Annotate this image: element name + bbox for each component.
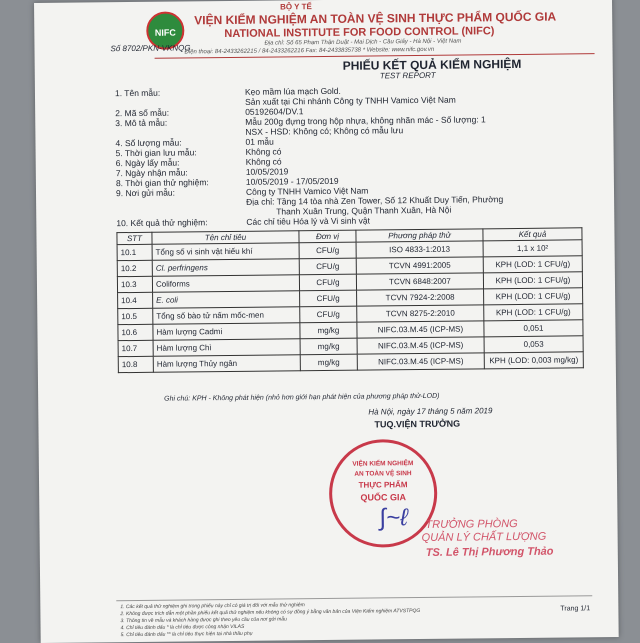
cell-stt: 10.7 (118, 340, 153, 356)
page-number: Trang 1/1 (560, 605, 590, 612)
cell-result: KPH (LOD: 1 CFU/g) (483, 272, 582, 289)
results-table (116, 227, 583, 373)
report-page (34, 0, 619, 643)
col-header-result: Kết quả (483, 228, 582, 241)
cell-result: KPH (LOD: 1 CFU/g) (483, 256, 582, 273)
cell-method: TCVN 4991:2005 (356, 257, 483, 274)
info-label: 1. Tên mẫu: (115, 88, 160, 98)
cell-unit: mg/kg (300, 354, 357, 371)
col-header-unit: Đơn vị (299, 230, 356, 243)
info-label: 10. Kết quả thử nghiệm: (116, 217, 207, 228)
cell-name: Hàm lượng Thủy ngân (153, 355, 300, 373)
nifc-logo: NIFC (146, 11, 184, 49)
info-label: 9. Nơi gửi mẫu: (116, 188, 175, 199)
info-value: Sản xuất tại Chi nhánh Công ty TNHH Vamico Việt Nam (245, 95, 456, 107)
cell-method: ISO 4833-1:2013 (356, 241, 483, 258)
footer-line: 1. Các kết quả thử nghiệm ghi trong phiếu này chỉ có giá trị đối với mẫu thử nghiệm (120, 602, 305, 610)
cell-result: 0,051 (484, 320, 583, 337)
cell-stt: 10.1 (117, 244, 152, 260)
info-value: Không có (246, 146, 282, 156)
ministry-name: BỘ Y TẾ (280, 2, 312, 11)
signer-role-2: QUẢN LÝ CHẤT LƯỢNG (422, 531, 547, 544)
cell-method: TCVN 7924-2:2008 (357, 289, 484, 306)
cell-name: E. coli (153, 291, 300, 309)
stamp-line: QUỐC GIA (332, 492, 434, 503)
cell-name: Hàm lượng Cadmi (153, 323, 300, 341)
col-header-stt: STT (117, 232, 152, 244)
signer-name: TS. Lê Thị Phương Thảo (426, 546, 554, 559)
document-number: Số 8702/PKN-VKNQG (110, 43, 190, 53)
cell-unit: mg/kg (300, 322, 357, 339)
cell-result: 0,053 (484, 336, 583, 353)
info-value: Các chỉ tiêu Hóa lý và Vi sinh vật (246, 216, 370, 227)
signature-scribble: ∫~ℓ (379, 504, 408, 532)
stamp-line: VIỆN KIỂM NGHIỆM (332, 460, 434, 468)
footer-line: 4. Chỉ tiêu đánh dấu * là chỉ tiêu được công nhận VILAS (121, 624, 245, 631)
info-label: 8. Thời gian thử nghiệm: (116, 177, 209, 188)
cell-stt: 10.5 (118, 308, 153, 324)
cell-stt: 10.3 (117, 276, 152, 292)
info-value: Thanh Xuân Trung, Quận Thanh Xuân, Hà Nội (276, 205, 451, 217)
cell-method: NIFC.03.M.45 (ICP-MS) (357, 321, 484, 338)
col-header-method: Phương pháp thử (356, 229, 483, 242)
footer-line: 3. Thông tin về mẫu và khách hàng được ghi theo yêu cầu của nơi gửi mẫu (120, 616, 286, 624)
info-label: 3. Mô tả mẫu: (115, 118, 167, 129)
info-value: NSX - HSD: Không có; Không có mẫu lưu (245, 125, 403, 137)
cell-method: NIFC.03.M.45 (ICP-MS) (357, 353, 484, 370)
cell-method: TCVN 8275-2:2010 (357, 305, 484, 322)
report-title: PHIẾU KẾT QUẢ KIỂM NGHIỆM (343, 57, 522, 73)
cell-stt: 10.2 (117, 260, 152, 276)
sign-date: Hà Nội, ngày 17 tháng 5 năm 2019 (368, 406, 492, 416)
stamp-line: THỰC PHẨM (332, 480, 434, 490)
cell-unit: CFU/g (299, 274, 356, 291)
info-value: Kẹo mầm lúa mạch Gold. (245, 86, 341, 97)
info-label: 7. Ngày nhận mẫu: (116, 167, 188, 178)
info-value: 01 mẫu (245, 137, 273, 147)
stamp-line: AN TOÀN VỆ SINH (332, 470, 434, 478)
table-note: Ghi chú: KPH - Không phát hiện (nhỏ hơn giới hạn phát hiện của phương pháp thử-LOD) (164, 393, 439, 403)
cell-stt: 10.4 (118, 292, 153, 308)
col-header-name: Tên chỉ tiêu (152, 231, 299, 245)
cell-method: NIFC.03.M.45 (ICP-MS) (357, 337, 484, 354)
cell-name: Hàm lượng Chì (153, 339, 300, 357)
info-value: 10/05/2019 (246, 166, 289, 176)
cell-unit: CFU/g (299, 242, 356, 259)
institute-name-vn: VIỆN KIỂM NGHIỆM AN TOÀN VỆ SINH THỰC PHẨM QUỐC GIA (194, 10, 556, 28)
info-value: Mẫu 200g đựng trong hộp nhựa, không nhãn mác - Số lượng: 1 (245, 114, 486, 127)
info-label: 4. Số lượng mẫu: (115, 137, 181, 148)
cell-method: TCVN 6848:2007 (356, 273, 483, 290)
sample-info (115, 88, 116, 228)
cell-unit: CFU/g (299, 258, 356, 275)
cell-stt: 10.6 (118, 324, 153, 340)
institute-name-en: NATIONAL INSTITUTE FOR FOOD CONTROL (NIFC) (224, 25, 494, 40)
cell-result: KPH (LOD: 0,003 mg/kg) (484, 352, 583, 369)
cell-result: KPH (LOD: 1 CFU/g) (484, 288, 583, 305)
footer-line: 2. Không được trích dẫn một phần phiếu kết quả thử nghiệm nếu không có sự đồng ý bằng văn bản của Viện Kiểm nghiệm ATVSTPQG (120, 608, 420, 617)
cell-unit: CFU/g (300, 306, 357, 323)
sign-title: TUQ.VIỆN TRƯỞNG (374, 419, 460, 430)
info-value: 10/05/2019 - 17/05/2019 (246, 176, 339, 187)
footer-line: 5. Chỉ tiêu đánh dấu ** là chỉ tiêu thực hiện tại nhà thầu phụ (121, 631, 253, 638)
info-label: 6. Ngày lấy mẫu: (116, 158, 180, 169)
cell-name: Cl. perfringens (152, 259, 299, 277)
cell-unit: mg/kg (300, 338, 357, 355)
cell-name: Tổng số vi sinh vật hiếu khí (152, 243, 299, 261)
institute-address: Địa chỉ: Số 65 Phạm Thận Duật - Mai Dịch - Cầu Giấy - Hà Nội - Việt Nam (264, 39, 461, 47)
institute-contact: Điện thoại: 84-2433262215 / 84-2433262216 Fax: 84-2433835738 * Website: www.nifc.gov.vn (185, 47, 435, 56)
info-value: Địa chỉ: Tầng 14 tòa nhà Zen Tower, Số 12 Khuất Duy Tiến, Phường (246, 194, 503, 207)
signer-role-1: TRƯỞNG PHÒNG (425, 518, 517, 531)
footer-divider (116, 595, 592, 601)
info-value: Không có (246, 156, 282, 166)
cell-stt: 10.8 (118, 356, 153, 372)
info-value: 05192604/DV.1 (245, 106, 303, 117)
cell-result: KPH (LOD: 1 CFU/g) (484, 304, 583, 321)
info-label: 2. Mã số mẫu: (115, 108, 169, 119)
cell-name: Coliforms (152, 275, 299, 293)
info-label: 5. Thời gian lưu mẫu: (116, 147, 197, 158)
info-value: Công ty TNHH Vamico Việt Nam (246, 186, 368, 197)
report-subtitle: TEST REPORT (380, 71, 436, 81)
cell-name: Tổng số bào tử nấm mốc-men (153, 307, 300, 325)
cell-result: 1,1 x 10² (483, 240, 582, 257)
cell-unit: CFU/g (300, 290, 357, 307)
